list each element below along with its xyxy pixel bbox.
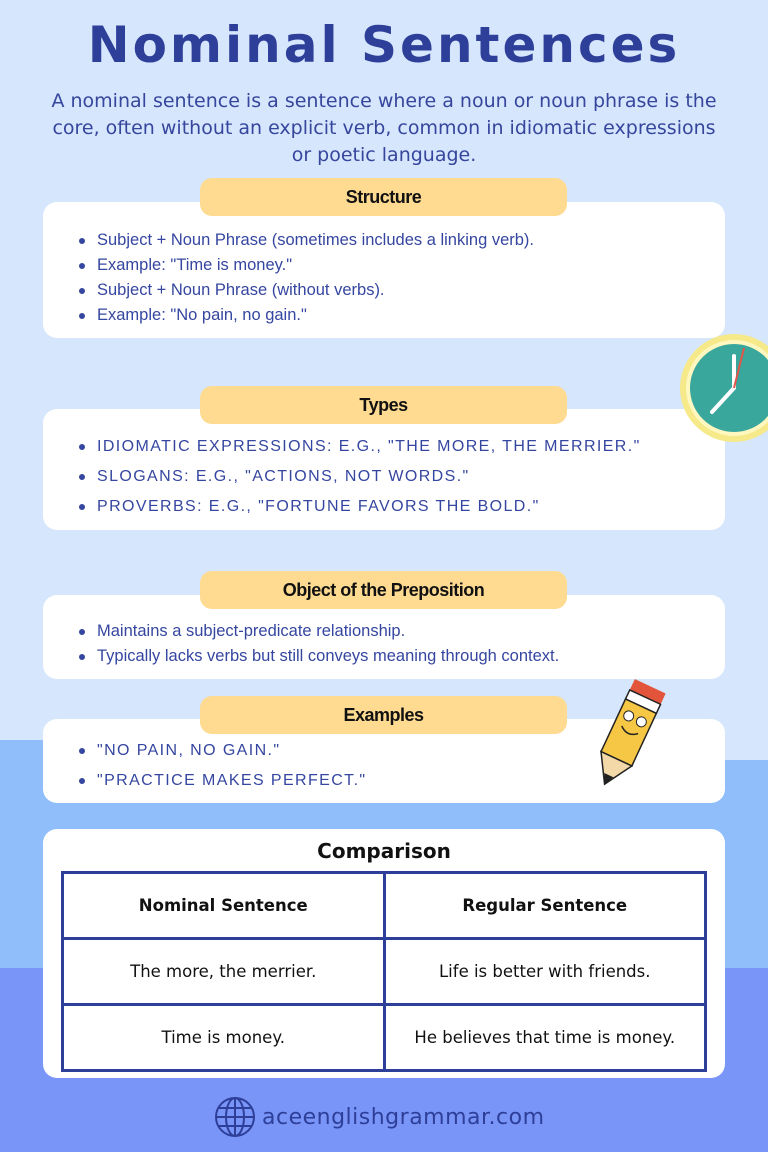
list-item: PROVERBS: E.G., "FORTUNE FAVORS THE BOLD.": [77, 492, 715, 522]
list-item: Subject + Noun Phrase (sometimes includes a linking verb).: [77, 228, 715, 253]
types-card: [43, 409, 725, 530]
footer: [214, 1096, 545, 1138]
table-header-row: [63, 873, 706, 939]
section-heading: Structure: [200, 178, 567, 216]
list-item: Maintains a subject-predicate relationship.: [77, 619, 715, 644]
table-row: [63, 939, 706, 1005]
website-link[interactable]: aceenglishgrammar.com: [262, 1104, 545, 1130]
table-cell: The more, the merrier.: [63, 939, 385, 1005]
table-cell: Time is money.: [63, 1005, 385, 1071]
table-row: [63, 1005, 706, 1071]
list-item: "PRACTICE MAKES PERFECT.": [77, 766, 715, 796]
list-item: SLOGANS: E.G., "ACTIONS, NOT WORDS.": [77, 462, 715, 492]
globe-icon: [214, 1096, 256, 1138]
list-item: Typically lacks verbs but still conveys meaning through context.: [77, 644, 715, 669]
structure-card: [43, 202, 725, 338]
clock-icon: [674, 330, 768, 446]
comparison-title: Comparison: [317, 839, 451, 863]
pencil-mascot-icon: [580, 672, 675, 792]
list-item: Example: "No pain, no gain.": [77, 303, 715, 328]
section-heading: Types: [200, 386, 567, 424]
list-item: Example: "Time is money.": [77, 253, 715, 278]
comparison-table: [61, 871, 707, 1072]
section-heading: Examples: [200, 696, 567, 734]
page-subtitle: A nominal sentence is a sentence where a noun or noun phrase is the core, often without an explicit verb, common in idiomatic expressions or poetic language.: [51, 90, 717, 166]
table-cell: He believes that time is money.: [384, 1005, 706, 1071]
list-item: "NO PAIN, NO GAIN.": [77, 736, 715, 766]
page-title: Nominal Sentences: [87, 16, 681, 74]
list-item: Subject + Noun Phrase (without verbs).: [77, 278, 715, 303]
section-heading: Object of the Preposition: [200, 571, 567, 609]
list-item: IDIOMATIC EXPRESSIONS: E.G., "THE MORE, THE MERRIER.": [77, 432, 715, 462]
table-header: Nominal Sentence: [63, 873, 385, 939]
table-header: Regular Sentence: [384, 873, 706, 939]
table-cell: Life is better with friends.: [384, 939, 706, 1005]
comparison-card: [43, 829, 725, 1078]
